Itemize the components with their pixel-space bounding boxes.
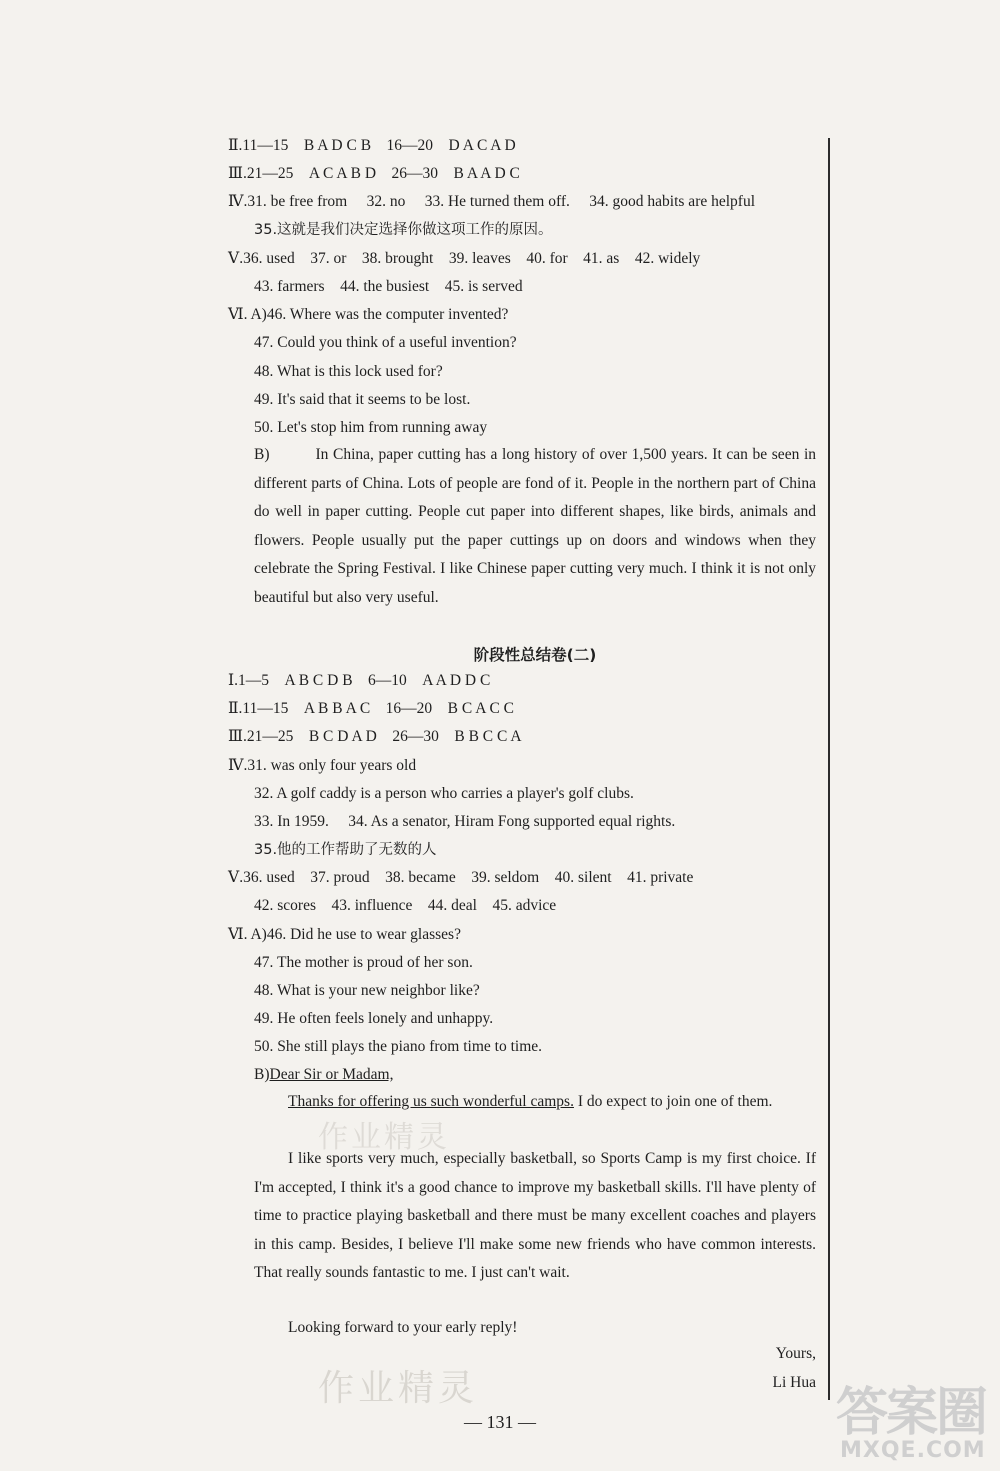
s2-vi-50: 50. She still plays the piano from time to time. (254, 1038, 543, 1055)
s2-vi-46: Ⅵ. A)46. Did he use to wear glasses? (228, 926, 461, 943)
page-number: — 131 — (464, 1412, 536, 1432)
s2-iii-answers: Ⅲ.21—25 B C D A D 26—30 B B C C A (228, 728, 522, 745)
s2-iv-33-34: 33. In 1959. 34. As a senator, Hiram Fong supported equal rights. (254, 813, 676, 830)
s1-v-answers: Ⅴ.36. used 37. or 38. brought 39. leaves 40. for 41. as 42. widely (228, 250, 701, 267)
s2-vi-49: 49. He often feels lonely and unhappy. (254, 1010, 494, 1027)
s1-vi-46: Ⅵ. A)46. Where was the computer invented? (228, 306, 509, 323)
s1-b-passage (254, 441, 816, 613)
s1-vi-50: 50. Let's stop him from running away (254, 419, 488, 436)
watermark-stamp-mid: 作业精灵 (318, 1120, 450, 1155)
s1-ii-answers: Ⅱ.11—15 B A D C B 16—20 D A C A D (228, 137, 516, 154)
s2-iv-35: 35.他的工作帮助了无数的人 (254, 842, 437, 858)
watermark-logo-text: 答案圈 (836, 1383, 987, 1443)
letter-paragraph-2 (254, 1145, 816, 1288)
margin-rule (828, 138, 830, 1400)
s2-vi-48: 48. What is your new neighbor like? (254, 982, 480, 999)
s2-b-label: B) (254, 1066, 270, 1083)
section2-title: 阶段性总结卷(二) (473, 646, 597, 664)
s1-vi-47: 47. Could you think of a useful invention? (254, 334, 517, 351)
letter-p2-text: I like sports very much, especially basketball, so Sports Camp is my first choice. If I'm accepted, I think it's a good chance to improve my basketball skills. I'll have plenty of time to practice playing basketball and there must be many excellent coaches and players in this camp. Besides, I believe I'll make some new friends who have common interests. That really sounds fantastic to me. I just can't wait. (254, 1150, 816, 1282)
letter-salutation: Dear Sir or Madam, (269, 1066, 394, 1083)
s2-ii-answers: Ⅱ.11—15 A B B A C 16—20 B C A C C (228, 700, 515, 717)
s1-iii-answers: Ⅲ.21—25 A C A B D 26—30 B A A D C (228, 165, 520, 182)
s2-i-answers: Ⅰ.1—5 A B C D B 6—10 A A D D C (228, 672, 491, 689)
s2-b-salutation-line (254, 1065, 393, 1085)
letter-signature: Li Hua (772, 1374, 816, 1391)
s1-b-label: B) (254, 446, 270, 463)
s1-iv-answers: Ⅳ.31. be free from 32. no 33. He turned them off. 34. good habits are helpful (228, 193, 756, 210)
s1-b-text: In China, paper cutting has a long history of over 1,500 years. It can be seen in different parts of China. Lots of people are fond of it. People in the northern part of China do well in paper cutting. People cut paper into different shapes, like birds, animals and flowers. People usually put the paper cuttings up on doors and windows when they celebrate the Spring Festival. I like Chinese paper cutting very much. I think it is not only beautiful but also very useful. (254, 446, 816, 606)
s1-iv-35: 35.这就是我们决定选择你做这项工作的原因。 (254, 222, 553, 238)
s1-vi-49: 49. It's said that it seems to be lost. (254, 391, 471, 408)
s2-v-answers-2: 42. scores 43. influence 44. deal 45. advice (254, 897, 557, 914)
letter-p1-underlined: Thanks for offering us such wonderful camps. (288, 1093, 574, 1110)
letter-closing: Yours, (775, 1345, 816, 1362)
s2-iv-31: Ⅳ.31. was only four years old (228, 757, 417, 774)
letter-p1-rest: I do expect to join one of them. (573, 1093, 773, 1110)
s2-vi-47: 47. The mother is proud of her son. (254, 954, 473, 971)
s2-v-answers: Ⅴ.36. used 37. proud 38. became 39. seldom 40. silent 41. private (228, 869, 694, 886)
s1-vi-48: 48. What is this lock used for? (254, 363, 443, 380)
watermark-logo-url: MXQE.COM (840, 1438, 986, 1463)
letter-paragraph-3: Looking forward to your early reply! (288, 1319, 518, 1336)
s1-v-answers-2: 43. farmers 44. the busiest 45. is served (254, 278, 523, 295)
watermark-stamp: 作业精灵 (318, 1368, 479, 1409)
s2-iv-32: 32. A golf caddy is a person who carries a player's golf clubs. (254, 785, 634, 802)
